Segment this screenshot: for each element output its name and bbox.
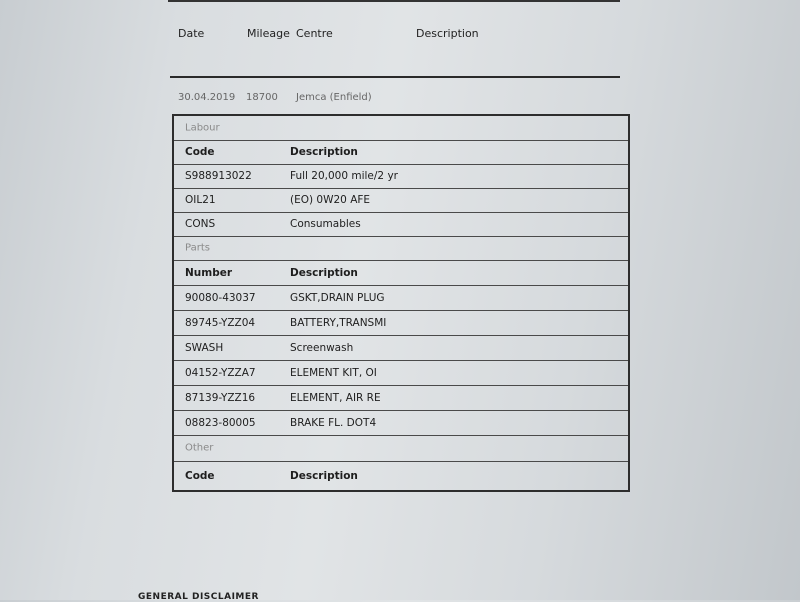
labour-section-header <box>174 116 628 141</box>
part-number: 89745-YZZ04 <box>185 316 256 329</box>
parts-row <box>174 310 628 336</box>
labour-code: OIL21 <box>185 194 216 206</box>
labour-description-header: Description <box>290 146 358 158</box>
labour-code: S988913022 <box>185 170 252 182</box>
part-description: GSKT,DRAIN PLUG <box>290 291 385 304</box>
parts-section-title: Parts <box>185 242 210 254</box>
labour-row <box>174 188 628 213</box>
parts-row <box>174 335 628 361</box>
header-description-label: Description <box>416 27 479 40</box>
labour-description: Full 20,000 mile/2 yr <box>290 170 398 182</box>
parts-row <box>174 410 628 436</box>
other-section-header <box>174 435 628 462</box>
header-centre-label: Centre <box>296 27 333 40</box>
header-rule <box>170 76 620 78</box>
labour-row <box>174 164 628 189</box>
labour-description: Consumables <box>290 218 361 230</box>
labour-section-title: Labour <box>185 122 220 134</box>
parts-row <box>174 360 628 386</box>
header-mileage-label: Mileage <box>247 27 290 40</box>
parts-description-header: Description <box>290 266 358 279</box>
parts-number-header: Number <box>185 266 233 279</box>
other-description-header: Description <box>290 469 358 482</box>
parts-row <box>174 385 628 411</box>
other-column-header <box>174 461 628 490</box>
general-disclaimer-heading: GENERAL DISCLAIMER <box>138 592 259 602</box>
entry-mileage: 18700 <box>246 92 278 103</box>
parts-column-header <box>174 260 628 286</box>
labour-code: CONS <box>185 218 216 230</box>
entry-date: 30.04.2019 <box>178 92 236 103</box>
part-number: 08823-80005 <box>185 416 256 429</box>
part-number: 90080-43037 <box>185 291 256 304</box>
labour-row <box>174 212 628 237</box>
service-records-table <box>172 114 630 492</box>
part-description: ELEMENT KIT, OI <box>290 366 377 379</box>
top-rule <box>168 0 620 2</box>
part-number: SWASH <box>185 341 224 354</box>
labour-code-header: Code <box>185 146 215 158</box>
other-code-header: Code <box>185 469 215 482</box>
part-description: ELEMENT, AIR RE <box>290 391 381 404</box>
part-description: Screenwash <box>290 341 354 354</box>
parts-section-header <box>174 236 628 261</box>
part-description: BRAKE FL. DOT4 <box>290 416 377 429</box>
part-number: 87139-YZZ16 <box>185 391 256 404</box>
parts-row <box>174 285 628 311</box>
labour-column-header <box>174 140 628 165</box>
part-number: 04152-YZZA7 <box>185 366 256 379</box>
other-section-title: Other <box>185 442 214 454</box>
part-description: BATTERY,TRANSMI <box>290 316 387 329</box>
header-date-label: Date <box>178 27 205 40</box>
entry-centre: Jemca (Enfield) <box>296 92 372 103</box>
labour-description: (EO) 0W20 AFE <box>290 194 371 206</box>
